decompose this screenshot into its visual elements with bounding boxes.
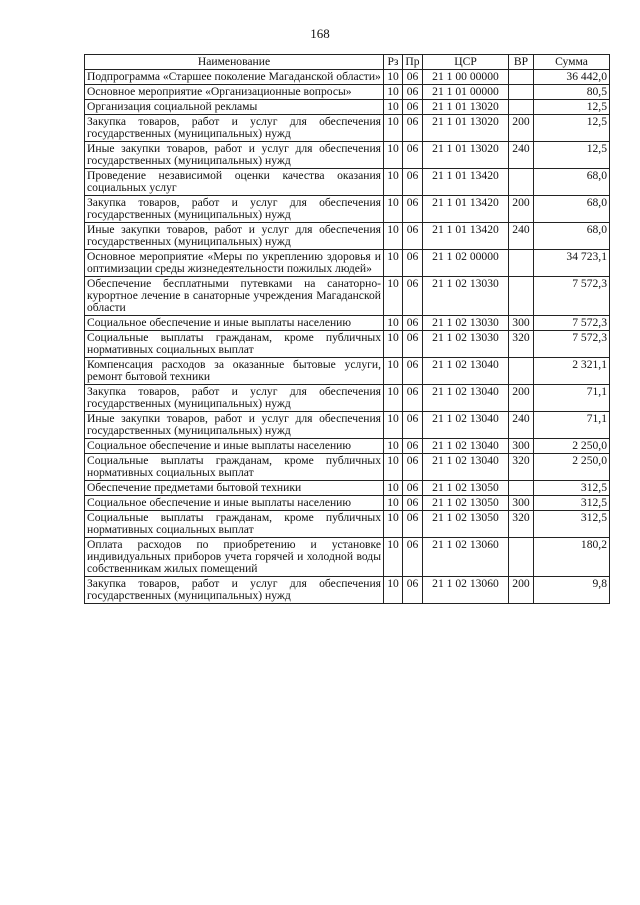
row-pr-cell: 06: [403, 538, 423, 577]
header-csr: ЦСР: [423, 55, 509, 70]
row-csr-cell: 21 1 02 13050: [423, 481, 509, 496]
row-vr-cell: 320: [509, 454, 534, 481]
table-row: [85, 196, 610, 223]
row-name-cell: Социальное обеспечение и иные выплаты населению: [85, 496, 384, 511]
row-sum-cell: 36 442,0: [534, 70, 610, 85]
row-vr-cell: [509, 277, 534, 316]
row-sum-cell: 12,5: [534, 100, 610, 115]
row-vr-cell: 240: [509, 142, 534, 169]
table-row: [85, 412, 610, 439]
row-pr-cell: 06: [403, 481, 423, 496]
row-pr-cell: 06: [403, 454, 423, 481]
row-pr-cell: 06: [403, 100, 423, 115]
row-rz-cell: 10: [384, 538, 403, 577]
row-csr-cell: 21 1 02 13040: [423, 454, 509, 481]
table-header-row: [85, 55, 610, 70]
table-row: [85, 277, 610, 316]
row-name-cell: Компенсация расходов за оказанные бытовые услуги, ремонт бытовой техники: [85, 358, 384, 385]
row-vr-cell: 240: [509, 223, 534, 250]
row-name-cell: Обеспечение бесплатными путевками на санаторно-курортное лечение в санаторные учреждения Магаданской области: [85, 277, 384, 316]
table-row: [85, 115, 610, 142]
row-pr-cell: 06: [403, 412, 423, 439]
row-csr-cell: 21 1 00 00000: [423, 70, 509, 85]
header-name: Наименование: [85, 55, 384, 70]
row-name-cell: Закупка товаров, работ и услуг для обеспечения государственных (муниципальных) нужд: [85, 115, 384, 142]
row-name-cell: Подпрограмма «Старшее поколение Магаданской области»: [85, 70, 384, 85]
row-rz-cell: 10: [384, 250, 403, 277]
table-row: [85, 358, 610, 385]
row-pr-cell: 06: [403, 85, 423, 100]
row-csr-cell: 21 1 02 13040: [423, 439, 509, 454]
row-csr-cell: 21 1 02 13030: [423, 316, 509, 331]
row-rz-cell: 10: [384, 70, 403, 85]
row-csr-cell: 21 1 01 13420: [423, 223, 509, 250]
row-rz-cell: 10: [384, 439, 403, 454]
table-row: [85, 169, 610, 196]
row-rz-cell: 10: [384, 169, 403, 196]
header-rz: Рз: [384, 55, 403, 70]
row-sum-cell: 80,5: [534, 85, 610, 100]
row-rz-cell: 10: [384, 115, 403, 142]
row-vr-cell: 320: [509, 511, 534, 538]
table-row: [85, 331, 610, 358]
row-sum-cell: 71,1: [534, 412, 610, 439]
row-rz-cell: 10: [384, 223, 403, 250]
row-vr-cell: 200: [509, 385, 534, 412]
row-name-cell: Иные закупки товаров, работ и услуг для обеспечения государственных (муниципальных) нужд: [85, 223, 384, 250]
header-pr: Пр: [403, 55, 423, 70]
row-sum-cell: 9,8: [534, 577, 610, 604]
table-row: [85, 85, 610, 100]
row-rz-cell: 10: [384, 511, 403, 538]
table-row: [85, 454, 610, 481]
row-csr-cell: 21 1 02 13050: [423, 496, 509, 511]
row-vr-cell: [509, 100, 534, 115]
row-csr-cell: 21 1 01 00000: [423, 85, 509, 100]
row-csr-cell: 21 1 02 13060: [423, 577, 509, 604]
row-sum-cell: 312,5: [534, 511, 610, 538]
row-name-cell: Закупка товаров, работ и услуг для обеспечения государственных (муниципальных) нужд: [85, 385, 384, 412]
row-rz-cell: 10: [384, 577, 403, 604]
row-name-cell: Социальное обеспечение и иные выплаты населению: [85, 316, 384, 331]
table-row: [85, 481, 610, 496]
table-row: [85, 385, 610, 412]
row-sum-cell: 68,0: [534, 223, 610, 250]
table-row: [85, 100, 610, 115]
row-vr-cell: 300: [509, 496, 534, 511]
row-vr-cell: 300: [509, 439, 534, 454]
row-csr-cell: 21 1 01 13020: [423, 100, 509, 115]
table-row: [85, 496, 610, 511]
row-name-cell: Социальное обеспечение и иные выплаты населению: [85, 439, 384, 454]
row-sum-cell: 312,5: [534, 496, 610, 511]
row-rz-cell: 10: [384, 454, 403, 481]
row-rz-cell: 10: [384, 412, 403, 439]
row-rz-cell: 10: [384, 331, 403, 358]
header-vr: ВР: [509, 55, 534, 70]
row-vr-cell: 320: [509, 331, 534, 358]
row-rz-cell: 10: [384, 385, 403, 412]
row-csr-cell: 21 1 02 13030: [423, 331, 509, 358]
row-rz-cell: 10: [384, 85, 403, 100]
row-csr-cell: 21 1 02 13060: [423, 538, 509, 577]
row-sum-cell: 2 321,1: [534, 358, 610, 385]
row-vr-cell: [509, 70, 534, 85]
row-vr-cell: [509, 169, 534, 196]
row-sum-cell: 71,1: [534, 385, 610, 412]
table-row: [85, 70, 610, 85]
row-vr-cell: 300: [509, 316, 534, 331]
row-pr-cell: 06: [403, 331, 423, 358]
row-pr-cell: 06: [403, 250, 423, 277]
row-name-cell: Иные закупки товаров, работ и услуг для обеспечения государственных (муниципальных) нужд: [85, 412, 384, 439]
row-sum-cell: 12,5: [534, 115, 610, 142]
row-csr-cell: 21 1 02 13040: [423, 358, 509, 385]
row-rz-cell: 10: [384, 142, 403, 169]
row-vr-cell: [509, 481, 534, 496]
table-row: [85, 577, 610, 604]
row-rz-cell: 10: [384, 277, 403, 316]
row-csr-cell: 21 1 01 13020: [423, 115, 509, 142]
row-pr-cell: 06: [403, 358, 423, 385]
row-pr-cell: 06: [403, 385, 423, 412]
row-name-cell: Социальные выплаты гражданам, кроме публичных нормативных социальных выплат: [85, 511, 384, 538]
row-name-cell: Закупка товаров, работ и услуг для обеспечения государственных (муниципальных) нужд: [85, 577, 384, 604]
row-sum-cell: 68,0: [534, 169, 610, 196]
table-row: [85, 538, 610, 577]
row-vr-cell: 240: [509, 412, 534, 439]
row-sum-cell: 7 572,3: [534, 277, 610, 316]
table-body: [85, 70, 610, 604]
row-csr-cell: 21 1 02 13040: [423, 385, 509, 412]
row-csr-cell: 21 1 02 00000: [423, 250, 509, 277]
row-name-cell: Обеспечение предметами бытовой техники: [85, 481, 384, 496]
budget-table: [84, 54, 610, 604]
row-csr-cell: 21 1 01 13420: [423, 169, 509, 196]
row-name-cell: Социальные выплаты гражданам, кроме публичных нормативных социальных выплат: [85, 331, 384, 358]
row-pr-cell: 06: [403, 511, 423, 538]
row-vr-cell: 200: [509, 577, 534, 604]
header-sum: Сумма: [534, 55, 610, 70]
row-rz-cell: 10: [384, 358, 403, 385]
row-csr-cell: 21 1 02 13040: [423, 412, 509, 439]
row-pr-cell: 06: [403, 316, 423, 331]
row-sum-cell: 180,2: [534, 538, 610, 577]
row-csr-cell: 21 1 01 13020: [423, 142, 509, 169]
row-sum-cell: 12,5: [534, 142, 610, 169]
row-name-cell: Основное мероприятие «Меры по укреплению здоровья и оптимизации среды жизнедеятельности пожилых людей»: [85, 250, 384, 277]
row-name-cell: Основное мероприятие «Организационные вопросы»: [85, 85, 384, 100]
row-pr-cell: 06: [403, 223, 423, 250]
row-rz-cell: 10: [384, 496, 403, 511]
table-row: [85, 316, 610, 331]
row-sum-cell: 2 250,0: [534, 439, 610, 454]
row-rz-cell: 10: [384, 316, 403, 331]
row-pr-cell: 06: [403, 196, 423, 223]
row-name-cell: Социальные выплаты гражданам, кроме публичных нормативных социальных выплат: [85, 454, 384, 481]
row-pr-cell: 06: [403, 142, 423, 169]
table-row: [85, 223, 610, 250]
row-name-cell: Иные закупки товаров, работ и услуг для обеспечения государственных (муниципальных) нужд: [85, 142, 384, 169]
row-rz-cell: 10: [384, 196, 403, 223]
row-rz-cell: 10: [384, 100, 403, 115]
row-csr-cell: 21 1 01 13420: [423, 196, 509, 223]
row-vr-cell: [509, 358, 534, 385]
table-row: [85, 439, 610, 454]
table-row: [85, 511, 610, 538]
row-pr-cell: 06: [403, 115, 423, 142]
row-name-cell: Проведение независимой оценки качества оказания социальных услуг: [85, 169, 384, 196]
row-pr-cell: 06: [403, 577, 423, 604]
row-csr-cell: 21 1 02 13050: [423, 511, 509, 538]
row-name-cell: Организация социальной рекламы: [85, 100, 384, 115]
row-sum-cell: 7 572,3: [534, 331, 610, 358]
row-pr-cell: 06: [403, 277, 423, 316]
row-pr-cell: 06: [403, 439, 423, 454]
row-vr-cell: [509, 85, 534, 100]
row-sum-cell: 312,5: [534, 481, 610, 496]
table-row: [85, 250, 610, 277]
row-pr-cell: 06: [403, 169, 423, 196]
page-number: 168: [310, 26, 330, 41]
row-vr-cell: [509, 250, 534, 277]
row-vr-cell: [509, 538, 534, 577]
row-sum-cell: 2 250,0: [534, 454, 610, 481]
row-sum-cell: 7 572,3: [534, 316, 610, 331]
row-name-cell: Оплата расходов по приобретению и установке индивидуальных приборов учета горячей и холодной воды собственникам жилых помещений: [85, 538, 384, 577]
row-vr-cell: 200: [509, 115, 534, 142]
row-pr-cell: 06: [403, 70, 423, 85]
row-name-cell: Закупка товаров, работ и услуг для обеспечения государственных (муниципальных) нужд: [85, 196, 384, 223]
row-rz-cell: 10: [384, 481, 403, 496]
row-vr-cell: 200: [509, 196, 534, 223]
table-row: [85, 142, 610, 169]
row-sum-cell: 68,0: [534, 196, 610, 223]
row-pr-cell: 06: [403, 496, 423, 511]
row-csr-cell: 21 1 02 13030: [423, 277, 509, 316]
row-sum-cell: 34 723,1: [534, 250, 610, 277]
